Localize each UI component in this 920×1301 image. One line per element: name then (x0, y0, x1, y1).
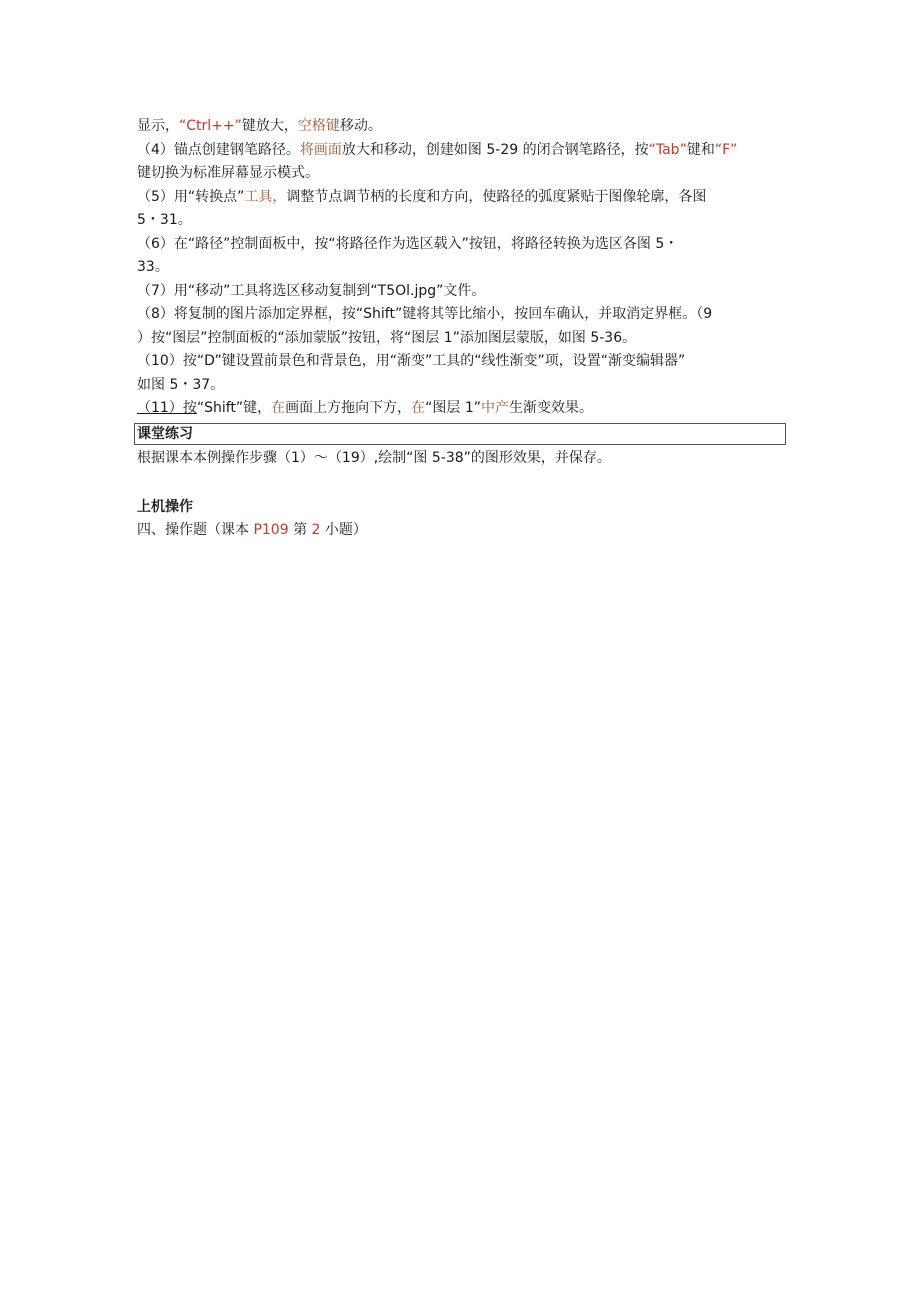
text-run-red: “F” (714, 141, 738, 158)
text-run-red: “Ctrl++” (179, 118, 242, 134)
text-run: （4）锚点创建钢笔路径。 (137, 141, 300, 158)
text-run-brown: 空格键 (297, 118, 340, 134)
step-5 (137, 186, 787, 210)
step-7: （7）用“移动”工具将选区移动复制到“T5Ol.jpg”文件。 (137, 282, 486, 299)
step-line: 如图 5・37。 (137, 376, 225, 393)
text-run: （5）用“转换点” (137, 188, 245, 205)
text-run-brown: 在 (271, 400, 286, 416)
text-run: 生渐变效果。 (509, 400, 594, 416)
text-run: 放大和移动，创建如图 5-29 的闭合钢笔路径，按 (341, 141, 649, 158)
text-run: 第 (288, 522, 312, 538)
page-reference: P109 (253, 522, 289, 538)
step-4 (137, 139, 787, 163)
classroom-practice-heading: 课堂练习 (134, 423, 786, 445)
question-number: 2 (311, 522, 321, 538)
text-run-brown: 工具， (244, 188, 287, 205)
document-body (137, 115, 787, 543)
text-run: （11）按 (137, 400, 197, 416)
text-run: 四、操作题（课本 (137, 522, 254, 538)
step-8: （8）将复制的图片添加定界框，按“Shift”键将其等比缩小，按回车确认，并取消定界框。（9 (137, 306, 713, 322)
lab-operation-text (137, 519, 787, 543)
text-run: 移动。 (339, 118, 382, 134)
classroom-practice-text: 根据课本本例操作步骤（1）～（19）,绘制“图 5-38”的图形效果，并保存。 (137, 449, 611, 466)
text-run: “图层 1” (425, 400, 482, 416)
text-run: 调整节点调节柄的长度和方向，使路径的弧度紧贴于图像轮廓，各图 (286, 188, 707, 205)
text-run: 显示， (137, 118, 179, 134)
step-11 (137, 397, 787, 421)
spacer (137, 470, 787, 496)
text-run-red: “Tab” (648, 141, 687, 158)
text-run: “Shift”键， (196, 400, 272, 416)
text-run: 键放大， (241, 118, 298, 134)
text-run-brown: 将画面 (299, 141, 342, 158)
step-9: ）按“图层”控制面板的“添加蒙版”按钮，将“图层 1”添加图层蒙版，如图 5-36。 (137, 329, 637, 346)
step-6: （6）在“路径”控制面板中，按“将路径作为选区载入”按钮，将路径转换为选区各图 5・ (137, 235, 679, 252)
text-run: 画面上方拖向下方， (285, 400, 412, 416)
text-run: 小题） (320, 522, 367, 538)
text-run-brown: 中产 (481, 400, 510, 416)
step-line: 键切换为标准屏幕显示模式。 (137, 165, 319, 181)
text-run-brown: 在 (411, 400, 426, 416)
step-line: 33。 (137, 259, 169, 275)
step-10: （10）按“D”键设置前景色和背景色，用“渐变”工具的“线性渐变”项，设置“渐变编辑器” (137, 353, 686, 369)
lab-operation-heading: 上机操作 (137, 499, 193, 515)
step-line: 5・31。 (137, 212, 192, 228)
text-run: 键和 (686, 141, 715, 158)
step-line (137, 115, 787, 139)
